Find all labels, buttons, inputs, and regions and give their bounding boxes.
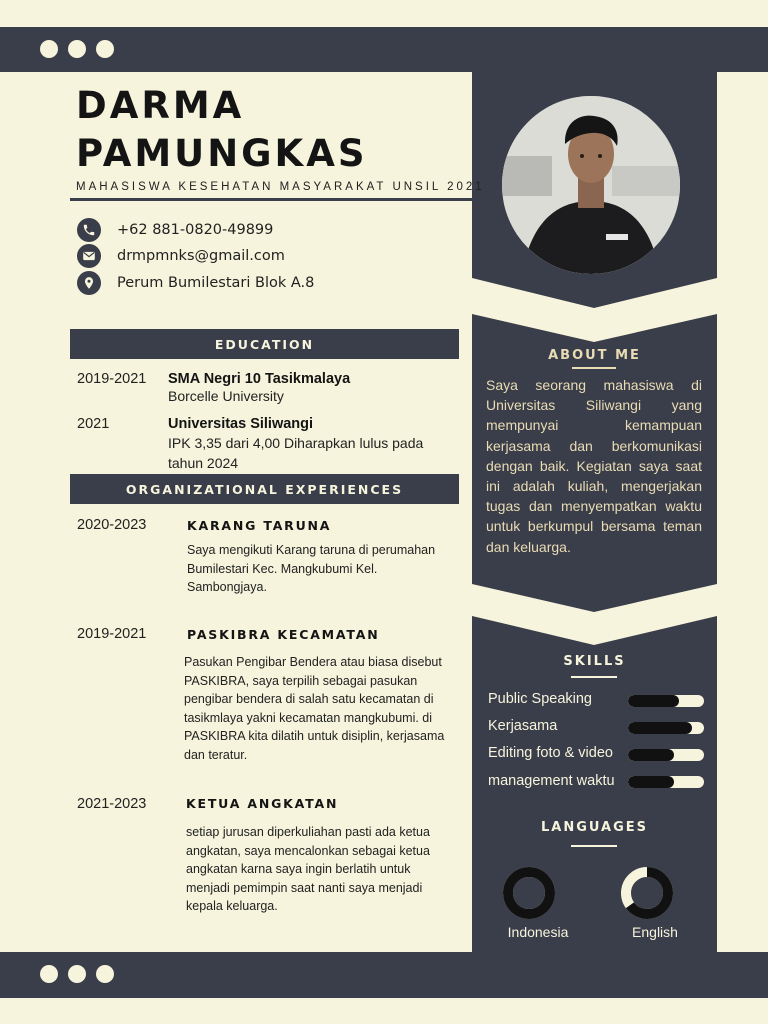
experience-year-3: 2021-2023	[77, 796, 147, 812]
subtitle: MAHASISWA KESEHATAN MASYARAKAT UNSIL 2021	[76, 181, 485, 193]
dot-icon	[96, 965, 114, 983]
skills-title: SKILLS	[563, 654, 626, 669]
address-text: Perum Bumilestari Blok A.8	[117, 275, 315, 291]
skill-bar-fill	[628, 776, 674, 788]
language-ring-indonesia	[500, 864, 558, 922]
experience-year-1: 2020-2023	[77, 517, 147, 533]
phone-icon	[77, 218, 101, 242]
dot-icon	[68, 965, 86, 983]
window-dots	[40, 965, 114, 983]
about-text: Saya seorang mahasiswa di Universitas Siliwangi yang mempunyai kemampuan kerjasama dan berkomunikasi dengan baik. Kegiatan saya saat ini adalah kuliah, mengerjakan tugas dan menyempatkan waktu untuk berkumpul bersama teman dan keluarga.	[486, 377, 702, 555]
skill-bar	[628, 776, 704, 788]
skill-bar-fill	[628, 695, 679, 707]
about-title: ABOUT ME	[548, 348, 641, 363]
experience-role-3: KETUA ANGKATAN	[186, 796, 339, 811]
skill-label: Editing foto & video	[488, 745, 613, 761]
contact-phone	[77, 218, 273, 242]
experience-role-2: PASKIBRA KECAMATAN	[187, 627, 380, 642]
skill-bar	[628, 722, 704, 734]
experience-year-2: 2019-2021	[77, 626, 147, 642]
languages-title: LANGUAGES	[540, 820, 649, 835]
mail-icon	[77, 244, 101, 268]
experience-desc-3: setiap jurusan diperkuliahan pasti ada ketua angkatan, saya mencalonkan sebagai ketua angkatan karna saya ingin berlatih untuk menjadi pemimpin saat nanti saya menjadi kepala keluarga.	[186, 825, 430, 913]
page-title	[76, 82, 368, 178]
language-label-indonesia: Indonesia	[507, 924, 569, 940]
bottom-bar	[0, 952, 768, 998]
education-detail-2: IPK 3,35 dari 4,00 Diharapkan lulus pada tahun 2024	[168, 435, 424, 471]
skill-bar-fill	[628, 749, 674, 761]
dot-icon	[40, 965, 58, 983]
contact-address	[77, 271, 314, 295]
education-school-2: Universitas Siliwangi	[168, 416, 314, 432]
profile-photo	[502, 96, 680, 274]
education-year-1: 2019-2021	[77, 371, 147, 387]
about-divider	[572, 367, 616, 369]
skill-label: management waktu	[488, 773, 615, 789]
skill-bar	[628, 695, 704, 707]
location-pin-icon	[77, 271, 101, 295]
experience-desc-2: Pasukan Pengibar Bendera atau biasa disebut PASKIBRA, saya terpilih sebagai pasukan pengibar bendera di salah satu kecamatan di tasikmlaya yakni kecamatan mangkubumi. di PASKIBRA kita dilatih untuk disiplin, kerjasama dan teratur.	[184, 655, 445, 762]
experience-desc-1: Saya mengikuti Karang taruna di perumahan Bumilestari Kec. Mangkubumi Kel. Sambongjaya.	[187, 543, 436, 594]
education-year-2: 2021	[77, 416, 110, 432]
languages-divider	[571, 845, 617, 847]
email-text: drmpmnks@gmail.com	[117, 248, 285, 264]
education-header: EDUCATION	[70, 329, 459, 359]
contact-email	[77, 244, 285, 268]
skill-bar-fill	[628, 722, 692, 734]
skills-divider	[571, 676, 617, 678]
phone-text: +62 881-0820-49899	[117, 222, 274, 238]
name-line-2: PAMUNGKAS	[76, 132, 368, 175]
experience-role-1: KARANG TARUNA	[187, 518, 332, 533]
person-silhouette-icon	[502, 96, 680, 274]
language-ring-english	[618, 864, 676, 922]
education-school-1: SMA Negri 10 Tasikmalaya	[168, 371, 351, 387]
skill-bar	[628, 749, 704, 761]
title-divider	[70, 198, 473, 201]
skill-label: Kerjasama	[488, 718, 558, 734]
name-line-1: DARMA	[76, 84, 245, 127]
language-label-english: English	[632, 924, 678, 940]
experience-header: ORGANIZATIONAL EXPERIENCES	[70, 474, 459, 504]
education-detail-1: Borcelle University	[168, 388, 284, 404]
skill-label: Public Speaking	[488, 691, 592, 707]
